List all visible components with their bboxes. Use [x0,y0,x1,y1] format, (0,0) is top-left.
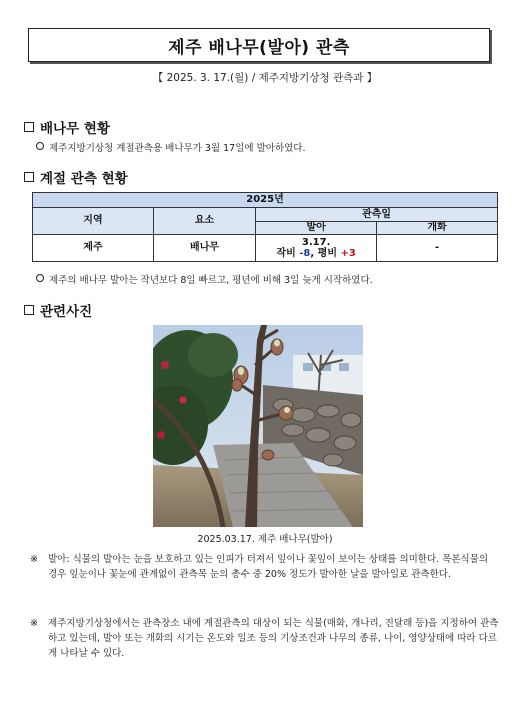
square-bullet-icon [24,122,34,132]
table-header-bloom: 개화 [377,222,498,235]
circle-bullet-icon [36,142,44,150]
table-cell-bloom: - [377,235,498,262]
sprout-date: 3.17. [301,236,331,248]
square-bullet-icon [24,305,34,315]
photo-caption: 2025.03.17. 제주 배나무(발아) [197,534,333,545]
square-bullet-icon [24,172,34,182]
table-header-region: 지역 [33,208,154,235]
observation-bullet: 제주의 배나무 발아는 작년보다 8일 빠르고, 평년에 비해 3일 늦게 시작하였다. [36,272,506,286]
table-cell-sprout [256,235,377,262]
reference-mark: ※ [30,554,38,565]
observation-table [32,192,498,262]
sprout-diff: 작비 -8, 평비 +3 [276,248,356,259]
table-cell-element: 배나무 [153,235,255,262]
table-cell-region: 제주 [33,235,154,262]
table-header-element: 요소 [153,208,255,235]
section-observation-heading: 계절 관측 현황 [24,167,128,187]
circle-bullet-icon [36,274,44,282]
table-row [33,235,498,262]
table-header-sprout: 발아 [256,222,377,235]
document-subtitle: 【 2025. 3. 17.(월) / 제주지방기상청 관측과 】 [152,72,378,84]
reference-mark: ※ [30,618,38,629]
note-observation-info: ※ 제주지방기상청에서는 관측장소 내에 계절관측의 대상이 되는 식물(매화, 개나리, 진달래 등)을 지정하여 관측하고 있는데, 발아 또는 개화의 시기는 온도와 일조 등의 기상조건과 나무의 종류, 나이, 영양상태에 따라 다르게 나타날 수 있다. [30,616,500,662]
status-bullet: 제주지방기상청 계절관측용 배나무가 3월 17일에 발아하였다. [36,140,506,154]
table-year-header: 2025년 [33,193,498,208]
document-title: 제주 배나무(발아) 관측 [168,37,350,58]
section-photo-heading: 관련사진 [24,300,92,320]
section-status-heading: 배나무 현황 [24,117,110,137]
note-sprout-definition: ※ 발아: 식물의 발아는 눈을 보호하고 있는 인피가 터져서 잎이나 꽃잎이 보이는 상태를 의미한다. 목본식물의 경우 잎눈이나 꽃눈에 관계없이 관측목 눈의 총수 중 20% 정도가 발아한 날을 발아일로 관측한다. [30,552,500,582]
pear-tree-photo [153,325,363,527]
table-header-obs-date: 관측일 [256,208,498,222]
normal-diff: +3 [340,248,356,259]
document-title-box [28,28,490,62]
prev-year-diff: -8 [299,248,311,259]
